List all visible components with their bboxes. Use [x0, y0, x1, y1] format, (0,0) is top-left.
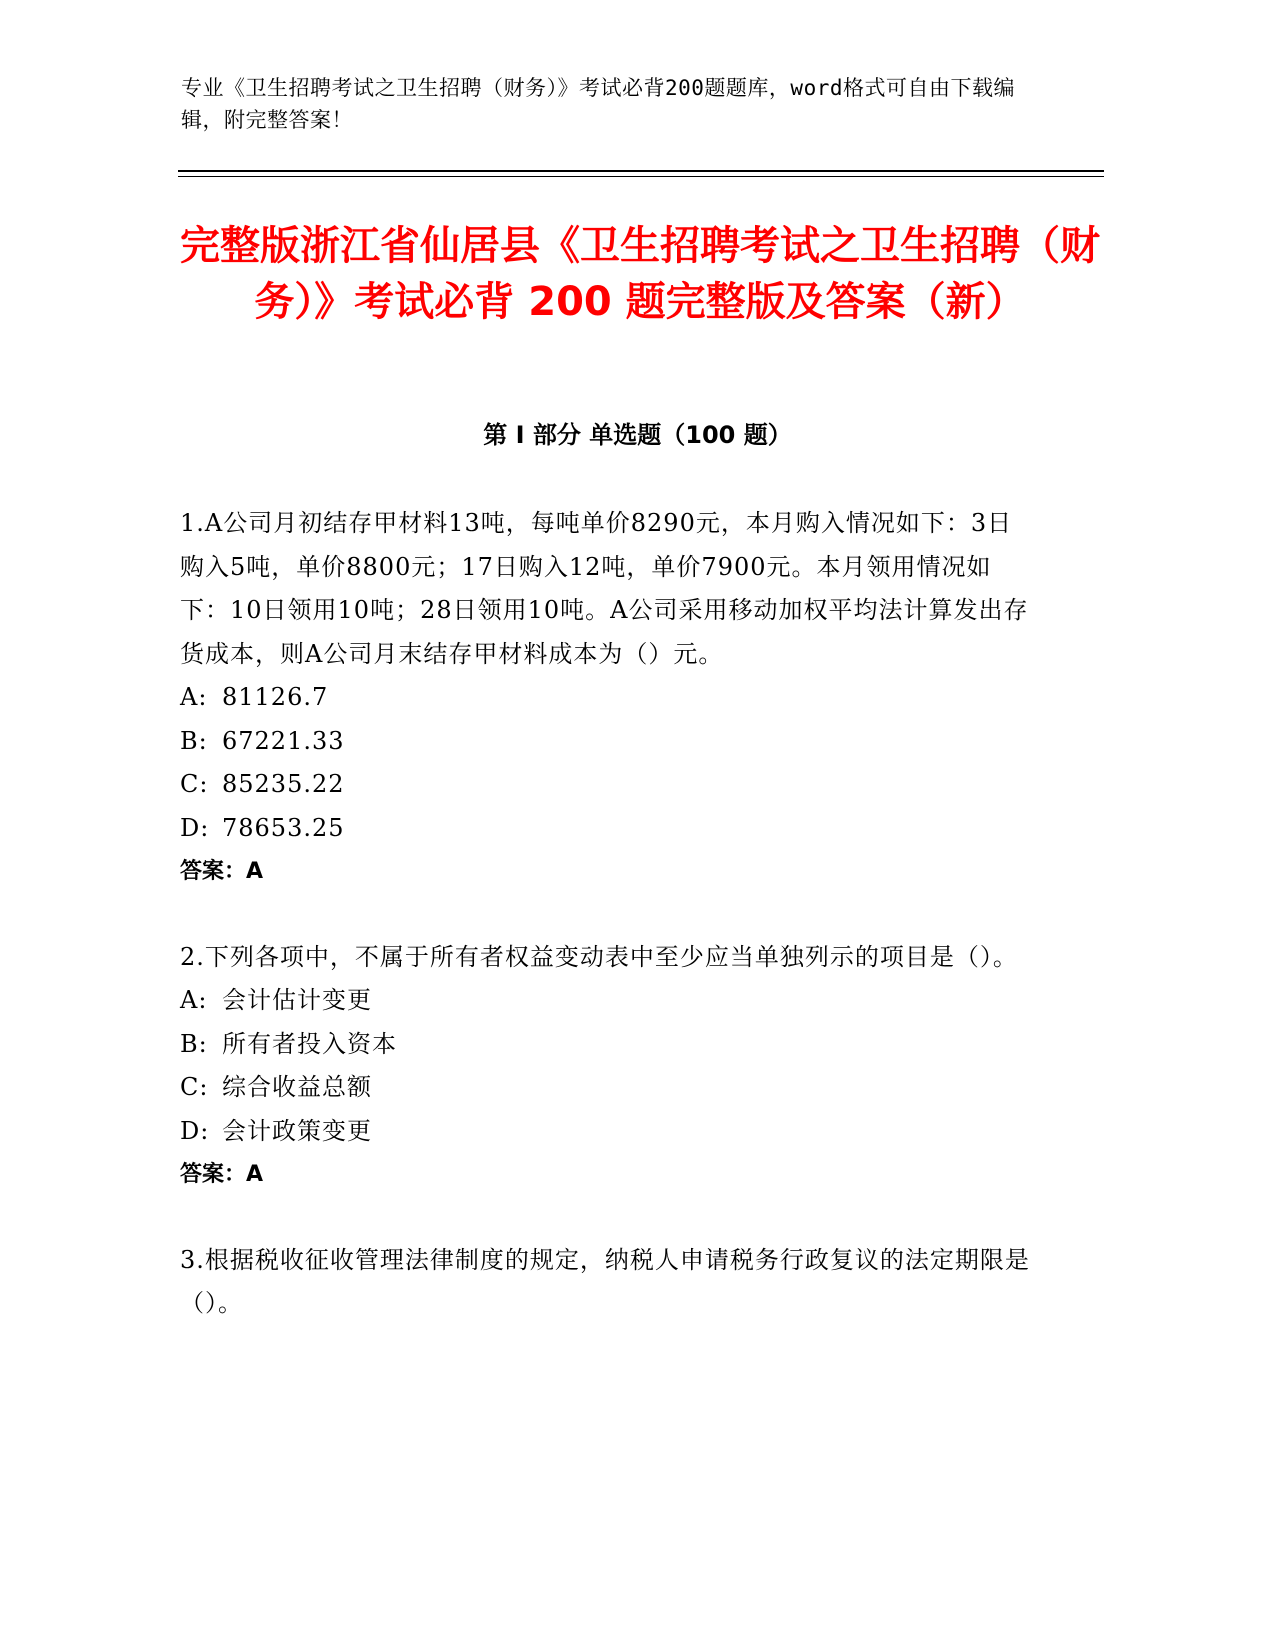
option-text: 85235.22	[222, 770, 345, 798]
question-2	[180, 936, 1030, 1197]
option-a	[180, 979, 1030, 1023]
question-stem: 2.下列各项中，不属于所有者权益变动表中至少应当单独列示的项目是（）。	[180, 942, 1018, 971]
option-letter: A:	[180, 986, 208, 1014]
option-c	[180, 1066, 1030, 1110]
option-d	[180, 807, 1030, 851]
answer: 答案：A	[180, 1162, 264, 1187]
answer: 答案：A	[180, 859, 264, 884]
header-divider-thick	[178, 170, 1104, 172]
question-stem: 1.A公司月初结存甲材料13吨，每吨单价8290元，本月购入情况如下：3日购入5吨，单价8800元；17日购入12吨，单价7900元。本月领用情况如下：10日领用10吨；28日领用10吨。A公司采用移动加权平均法计算发出存货成本，则A公司月末结存甲材料成本为（）元。	[180, 509, 1029, 668]
section-title: 第 I 部分 单选题（100 题）	[483, 421, 792, 449]
question-list	[180, 502, 1030, 1368]
option-letter: D:	[180, 813, 210, 842]
option-b	[180, 720, 1030, 764]
option-text: 会计政策变更	[222, 1116, 372, 1145]
question-1	[180, 502, 1030, 894]
header-divider-thin	[178, 176, 1104, 177]
option-text: 综合收益总额	[222, 1073, 372, 1101]
option-text: 67221.33	[222, 726, 345, 755]
option-letter: D:	[180, 1116, 210, 1145]
option-letter: C:	[180, 770, 209, 798]
option-text: 所有者投入资本	[222, 1029, 397, 1058]
option-text: 78653.25	[222, 813, 345, 842]
option-text: 会计估计变更	[222, 986, 372, 1014]
option-b	[180, 1023, 1030, 1067]
question-stem: 3.根据税收征收管理法律制度的规定，纳税人申请税务行政复议的法定期限是（）。	[180, 1245, 1030, 1317]
option-a	[180, 676, 1030, 720]
document-title: 完整版浙江省仙居县《卫生招聘考试之卫生招聘（财务）》考试必背 200 题完整版及答案（新）	[180, 223, 1100, 325]
option-list	[180, 676, 1030, 850]
question-3	[180, 1239, 1030, 1326]
option-letter: A:	[180, 683, 208, 711]
option-c	[180, 763, 1030, 807]
option-list	[180, 979, 1030, 1153]
option-letter: B:	[180, 726, 208, 755]
header-note: 专业《卫生招聘考试之卫生招聘（财务）》考试必背200题题库，word格式可自由下载编辑，附完整答案！	[181, 76, 1015, 132]
option-letter: C:	[180, 1073, 209, 1101]
option-d	[180, 1110, 1030, 1154]
option-text: 81126.7	[222, 683, 329, 711]
option-letter: B:	[180, 1029, 208, 1058]
